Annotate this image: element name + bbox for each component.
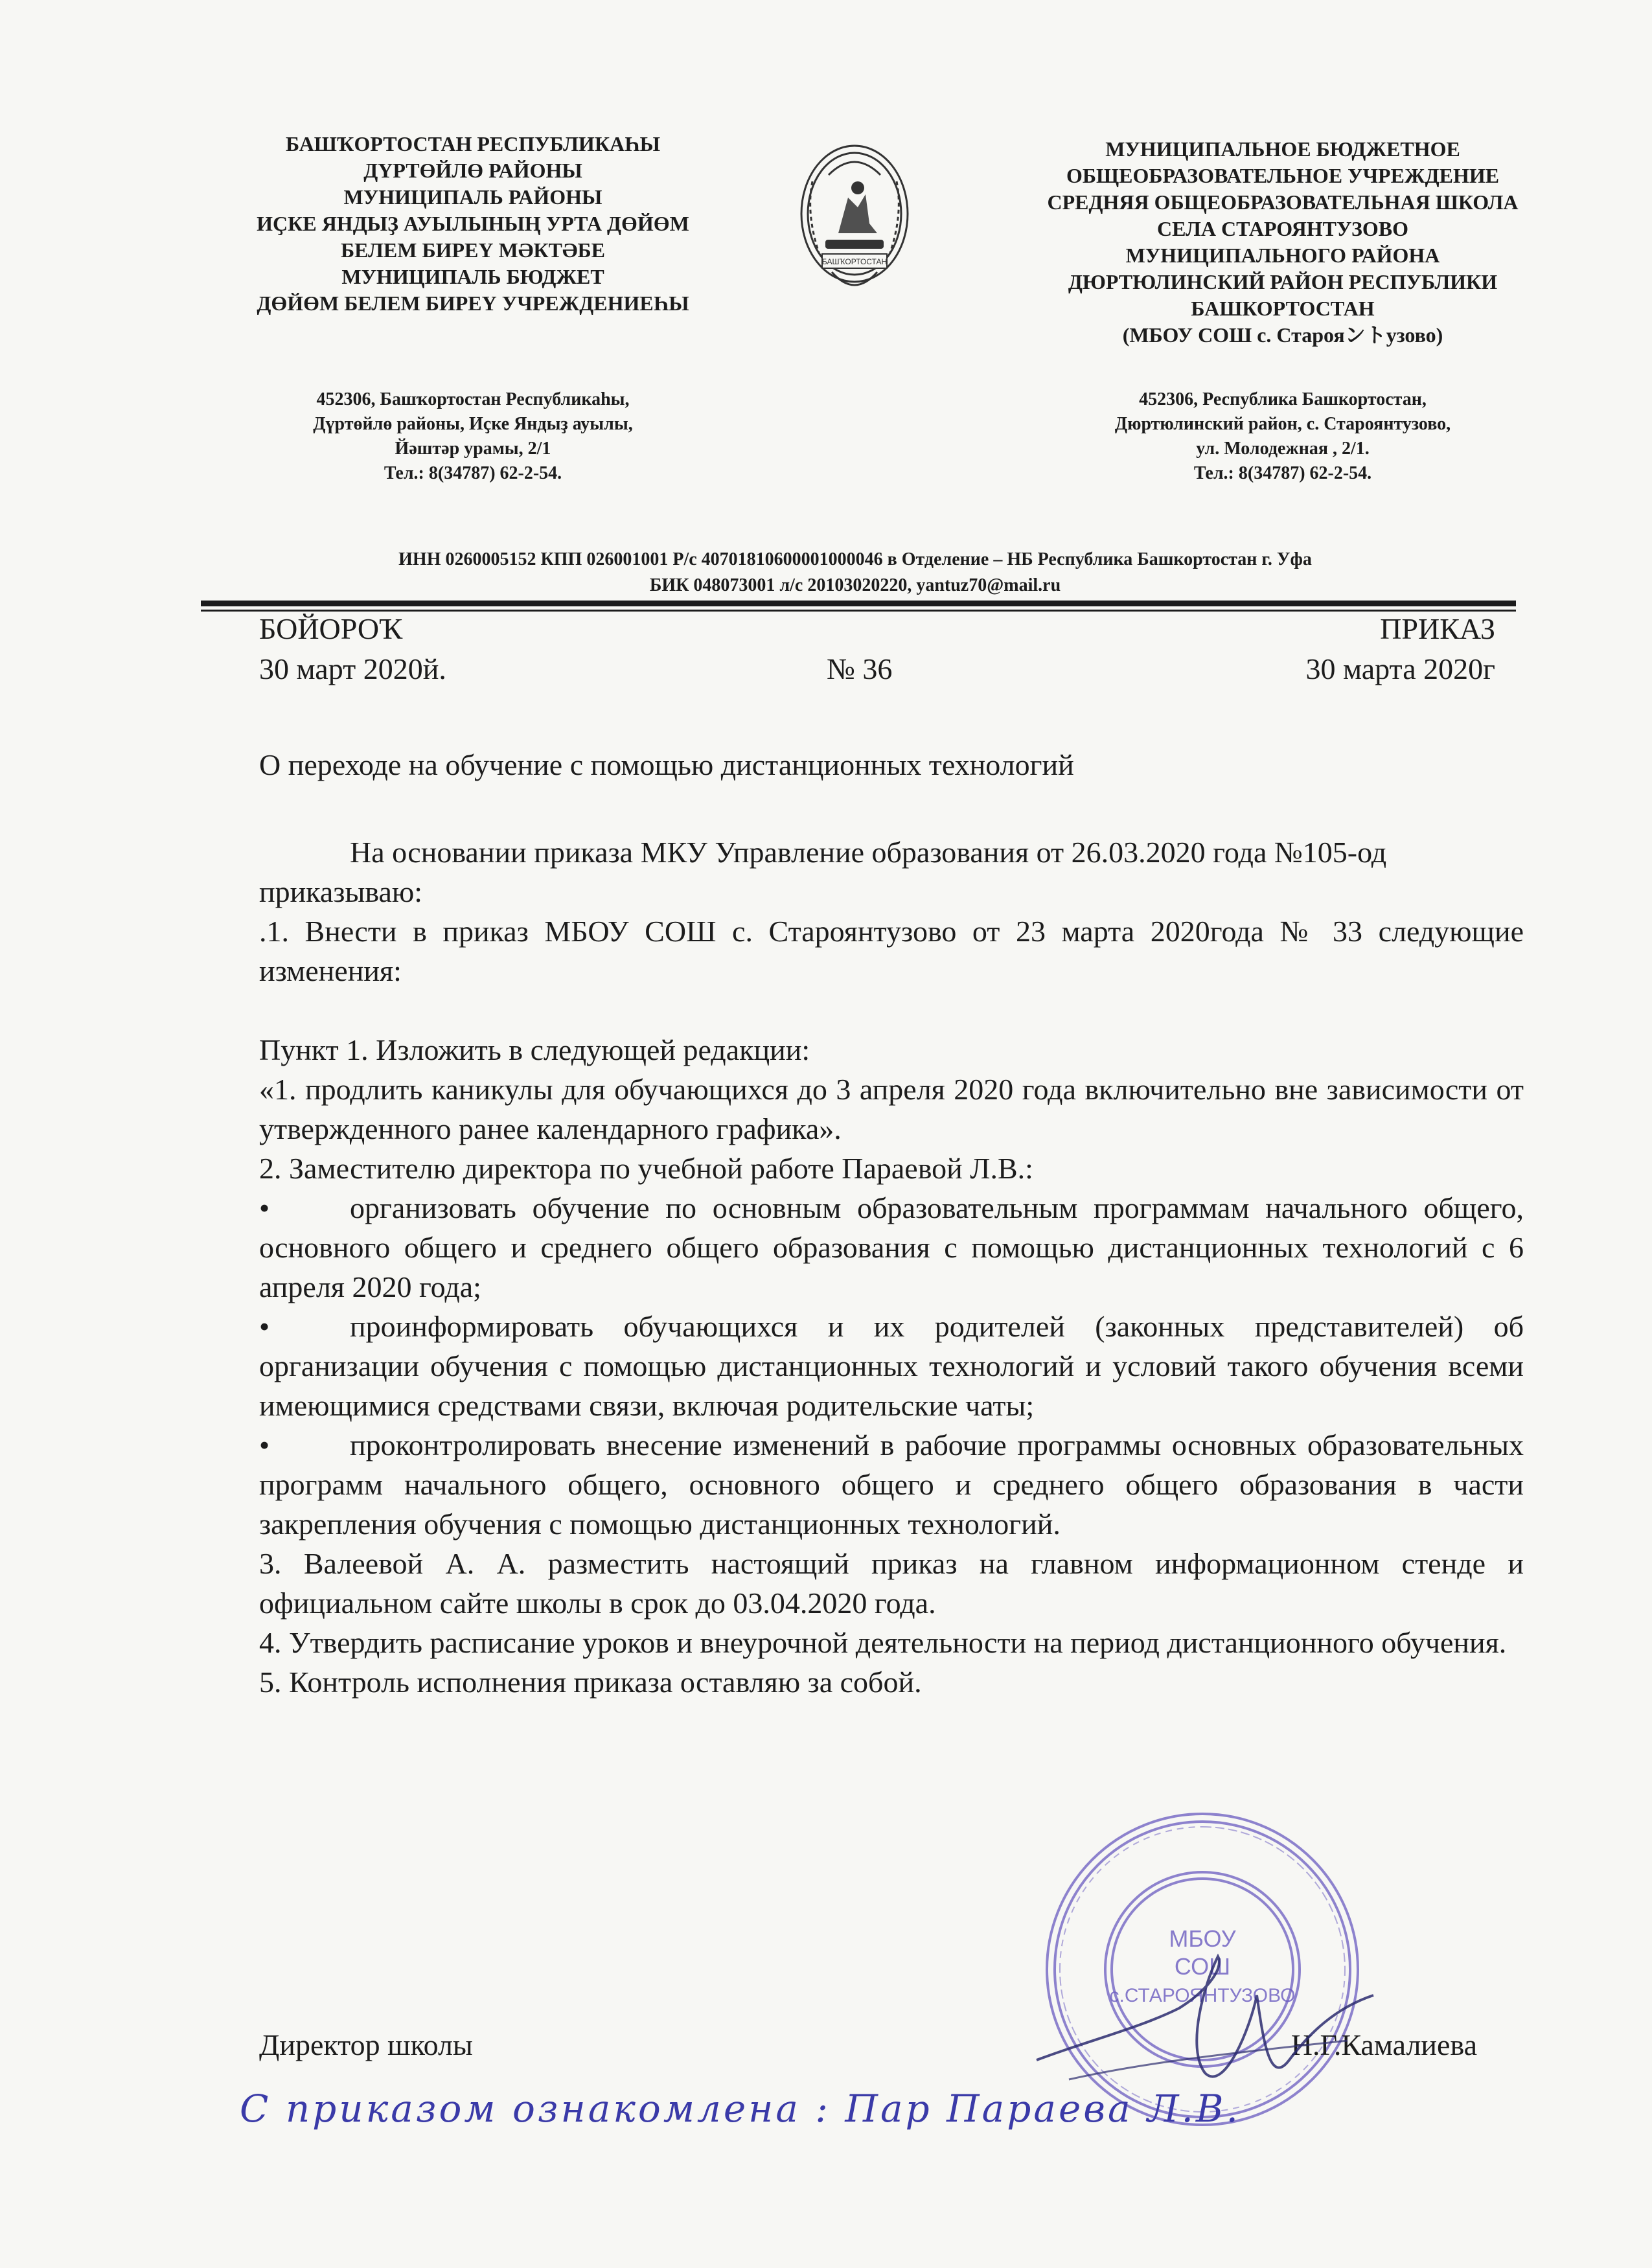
order-title-russian: ПРИКАЗ [1380, 612, 1495, 645]
item-4: 4. Утвердить расписание уроков и внеурочной деятельности на период дистанционного обучения. [259, 1626, 1507, 1659]
header-right-russian [978, 136, 1587, 349]
handwritten-acknowledgement: С приказом ознакомлена : Пар Параева Л.В. [240, 2087, 1241, 2131]
stamp-line: МБОУ [1169, 1925, 1236, 1952]
order-title-bashkir: БОЙОРОҠ [259, 612, 403, 645]
signature-role: Директор школы [259, 2028, 473, 2061]
header-right-line: СЕЛА СТАРОЯНТУЗОВО [1156, 217, 1409, 240]
header-right-line: БАШКОРТОСТАН [1191, 297, 1375, 320]
header-left-line: МУНИЦИПАЛЬ БЮДЖЕТ [341, 265, 604, 288]
header-right-line: ДЮРТЮЛИНСКИЙ РАЙОН РЕСПУБЛИКИ [1068, 270, 1498, 293]
order-number: № 36 [827, 652, 893, 685]
header-rule-thick [201, 601, 1516, 606]
stamp-line: СОШ [1174, 1953, 1231, 1980]
signature-name: Н.Г.Камалиева [1291, 2028, 1477, 2061]
header-right-line: ОБЩЕОБРАЗОВАТЕЛЬНОЕ УЧРЕЖДЕНИЕ [1066, 164, 1500, 187]
header-right-line: СРЕДНЯЯ ОБЩЕОБРАЗОВАТЕЛЬНАЯ ШКОЛА [1047, 190, 1519, 214]
bullet-text: проинформировать обучающихся и их родителей (законных представителей) об организации обучения с помощью дистанционных технологий и условий такого обучения всеми имеющимися средствами связи, включая родительские чаты; [259, 1310, 1524, 1422]
header-right-line: МУНИЦИПАЛЬНОГО РАЙОНА [1125, 244, 1440, 267]
header-left-line: ДӨЙӨМ БЕЛЕМ БИРЕҮ УЧРЕЖДЕНИЕҺЫ [257, 292, 689, 315]
bank-details [214, 547, 1497, 599]
address-left [233, 387, 713, 486]
item-1-sub: Пункт 1. Изложить в следующей редакции: [259, 1033, 810, 1066]
stamp-line: с.СТАРОЯНТУЗОВО [1109, 1985, 1296, 2006]
order-word: приказываю: [259, 875, 423, 908]
item-2: 2. Заместителю директора по учебной работе Параевой Л.В.: [259, 1152, 1033, 1185]
header-left-line: БАШҠОРТОСТАН РЕСПУБЛИКАҺЫ [285, 132, 661, 155]
spacer [259, 991, 1524, 1030]
bullet-text: организовать обучение по основным образовательным программам начального общего, основного общего и среднего общего образования с помощью дистанционных технологий с 6 апреля 2020 года; [259, 1191, 1524, 1303]
header-right-line: (МБОУ СОШ с. Старояントузово) [1122, 323, 1443, 347]
address-line: Тел.: 8(34787) 62-2-54. [384, 463, 562, 483]
address-line: Тел.: 8(34787) 62-2-54. [1193, 463, 1372, 483]
bank-line: БИК 048073001 л/с 20103020220, yantuz70@mail.ru [649, 575, 1061, 595]
bullet-icon: • [259, 1428, 270, 1461]
order-left-block [259, 609, 446, 689]
address-line: Дюртюлинский район, с. Староянтузово, [1114, 414, 1451, 434]
address-line: Дүртөйлө районы, Иҫке Яндыҙ ауылы, [313, 414, 633, 434]
bullet-item [259, 1188, 1524, 1307]
header-left-line: ДҮРТӨЙЛӨ РАЙОНЫ [363, 159, 582, 182]
header-right-line: МУНИЦИПАЛЬНОЕ БЮДЖЕТНОЕ [1105, 137, 1460, 161]
bullet-icon: • [259, 1191, 270, 1224]
header-left-bashkir [201, 131, 745, 317]
bullet-item [259, 1425, 1524, 1544]
bullet-item [259, 1307, 1524, 1425]
coat-of-arms-icon [793, 136, 916, 304]
item-5: 5. Контроль исполнения приказа оставляю за собой. [259, 1666, 922, 1699]
order-date-russian: 30 марта 2020г [1305, 652, 1495, 685]
header-left-line: БЕЛЕМ БИРЕҮ МӘКТӘБЕ [340, 238, 606, 262]
emblem-label: БАШҠОРТОСТАН [821, 257, 888, 266]
item-1-quote: «1. продлить каникулы для обучающихся до 3 апреля 2020 года включительно вне зависимости от утвержденного ранее календарного графика». [259, 1073, 1524, 1145]
address-line: ул. Молодежная , 2/1. [1196, 439, 1370, 459]
bank-line: ИНН 0260005152 КПП 026001001 Р/с 40701810600001000046 в Отделение – НБ Республика Башкортостан г. Уфа [398, 549, 1312, 569]
header-left-line: МУНИЦИПАЛЬ РАЙОНЫ [343, 185, 602, 209]
header-left-line: ИҪКЕ ЯНДЫҘ АУЫЛЫНЫҢ УРТА ДӨЙӨМ [257, 212, 689, 235]
address-line: Йәштәр урамы, 2/1 [395, 439, 551, 459]
order-subject: О переходе на обучение с помощью дистанционных технологий [259, 748, 1074, 781]
item-1: .1. Внести в приказ МБОУ СОШ с. Староянтузово от 23 марта 2020года № 33 следующие изменения: [259, 915, 1524, 987]
item-3: 3. Валеевой А. А. разместить настоящий приказ на главном информационном стенде и официальном сайте школы в срок до 03.04.2020 года. [259, 1547, 1524, 1620]
order-body [259, 832, 1524, 1702]
bullet-icon: • [259, 1310, 270, 1343]
bullet-text: проконтролировать внесение изменений в рабочие программы основных образовательных программ начального общего, основного общего и среднего общего образования в части закрепления обучения с помощью дистанционных технологий. [259, 1428, 1524, 1541]
address-line: 452306, Республика Башкортостан, [1139, 389, 1427, 409]
basis-paragraph: На основании приказа МКУ Управление образования от 26.03.2020 года №105-од [350, 836, 1387, 869]
order-date-bashkir: 30 март 2020й. [259, 652, 446, 685]
address-right [1011, 387, 1555, 486]
address-line: 452306, Башҡортостан Республикаһы, [316, 389, 630, 409]
order-right-block [1305, 609, 1495, 689]
